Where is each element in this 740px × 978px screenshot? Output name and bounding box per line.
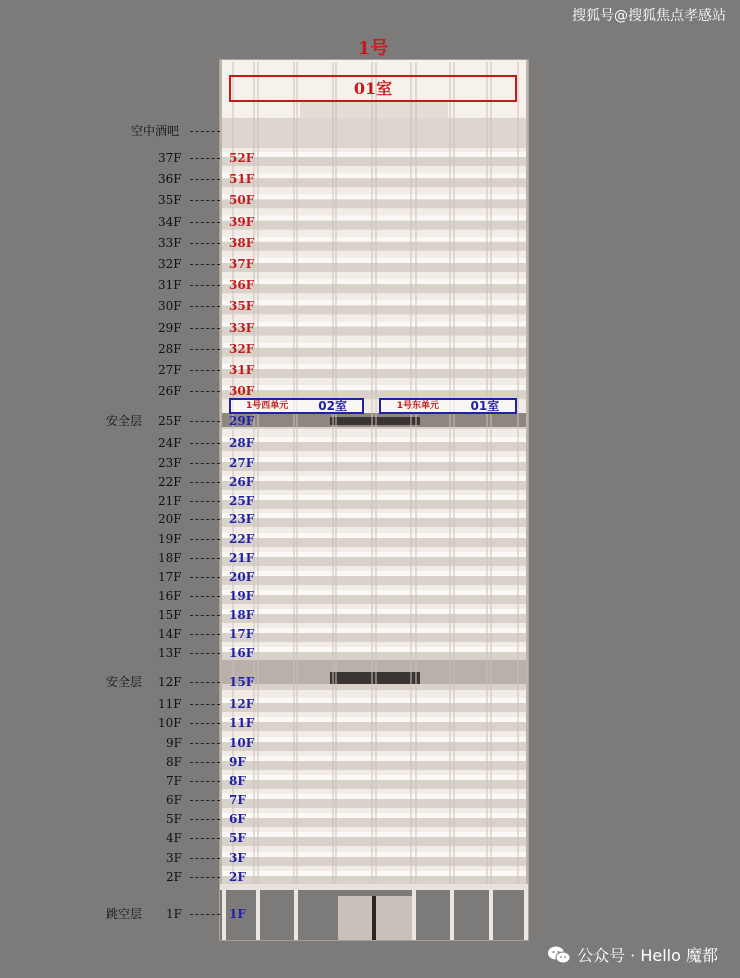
lower-floor-dash (190, 519, 220, 520)
lower-floor-dash (190, 577, 220, 578)
upper-floor-label: 31F (158, 278, 182, 293)
lower-unit-floor-label: 8F (229, 774, 246, 788)
floor-glass (222, 518, 526, 527)
floor-glass (222, 481, 526, 490)
floor-glass (222, 462, 526, 471)
floor-slab (222, 590, 526, 595)
special-level-prefix: 安全层 (106, 414, 143, 428)
lower-unit-floor-label: 5F (229, 831, 246, 845)
upper-floor-dash (190, 328, 220, 329)
floor-glass (222, 818, 526, 827)
lower-floor-dash (190, 501, 220, 502)
floor-glass (222, 652, 526, 661)
upper-floor-label: 28F (158, 341, 182, 356)
lower-floor-dash (190, 858, 220, 859)
lower-floor-dash (190, 838, 220, 839)
floor-glass (222, 500, 526, 509)
lower-unit-floor-label: 18F (229, 608, 255, 622)
entrance-door (372, 896, 376, 940)
lower-floor-label: 4F (166, 831, 182, 845)
lower-floor-label: 7F (166, 774, 182, 788)
floor-glass (222, 199, 526, 208)
lower-floor-dash (190, 800, 220, 801)
lower-unit-floor-label: 26F (229, 475, 255, 489)
floor-slab (222, 794, 526, 799)
lower-unit-floor-label: 28F (229, 436, 255, 450)
lower-floor-dash (190, 743, 220, 744)
lower-floor-dash (190, 653, 220, 654)
lower-unit-floor-label: 21F (229, 551, 255, 565)
floor-slab (222, 216, 526, 221)
floor-slab (222, 457, 526, 462)
upper-unit-floor-label: 38F (229, 235, 255, 250)
lower-floor-label: 11F (158, 697, 182, 711)
ground-column (412, 890, 416, 940)
special-level-prefix: 安全层 (106, 675, 143, 689)
floor-slab (222, 476, 526, 481)
lower-unit-floor-label: 12F (229, 697, 255, 711)
upper-floor-label: 37F (158, 151, 182, 165)
lower-floor-label: 25F (158, 414, 182, 428)
floor-glass (222, 327, 526, 336)
lower-floor-label: 9F (166, 736, 182, 750)
upper-unit-floor-label: 35F (229, 299, 255, 314)
ground-column (524, 890, 528, 940)
ground-column (256, 890, 260, 940)
lower-unit-floor-label: 27F (229, 456, 255, 470)
upper-unit-floor-label: 50F (229, 193, 255, 208)
lower-floor-label: 14F (158, 627, 182, 641)
floor-slab (222, 571, 526, 576)
lower-floor-label: 12F (158, 675, 182, 689)
unit-box-east-name: 1号东单元 (396, 401, 440, 411)
floor-slab (222, 300, 526, 305)
lower-floor-dash (190, 482, 220, 483)
lower-floor-dash (190, 682, 220, 683)
floor-slab (222, 364, 526, 369)
watermark-top: 搜狐号@搜狐焦点孝感站 (572, 8, 726, 24)
floor-slab (222, 832, 526, 837)
floor-glass (222, 557, 526, 566)
lower-unit-floor-label: 15F (229, 675, 255, 689)
skybar-dash (190, 131, 220, 132)
floor-glass (222, 595, 526, 604)
upper-floor-dash (190, 222, 220, 223)
lower-floor-dash (190, 615, 220, 616)
floor-slab (222, 775, 526, 780)
lower-unit-floor-label: 2F (229, 870, 246, 884)
lower-floor-dash (190, 914, 220, 915)
upper-floor-label: 30F (158, 299, 182, 314)
floor-slab (222, 495, 526, 500)
upper-unit-floor-label: 39F (229, 214, 255, 229)
skybar-band (220, 118, 528, 148)
upper-unit-floor-label: 51F (229, 172, 255, 187)
lower-floor-label: 19F (158, 532, 182, 546)
lower-floor-label: 13F (158, 646, 182, 660)
floor-slab (222, 628, 526, 633)
lower-floor-dash (190, 443, 220, 444)
floor-slab (222, 871, 526, 876)
lower-unit-floor-label: 16F (229, 646, 255, 660)
upper-floor-dash (190, 264, 220, 265)
lower-floor-label: 20F (158, 512, 182, 526)
floor-glass (222, 614, 526, 623)
lower-floor-label: 17F (158, 570, 182, 584)
upper-floor-dash (190, 200, 220, 201)
floor-glass (222, 837, 526, 846)
refuge-shadow-25f (330, 417, 420, 425)
lower-floor-dash (190, 819, 220, 820)
lower-unit-floor-label: 11F (229, 716, 255, 730)
floor-slab (222, 173, 526, 178)
floor-glass (222, 178, 526, 187)
floor-glass (222, 761, 526, 770)
upper-unit-floor-label: 33F (229, 320, 255, 335)
lower-unit-floor-label: 7F (229, 793, 246, 807)
upper-floor-label: 34F (158, 214, 182, 229)
floor-glass (222, 442, 526, 451)
lower-floor-dash (190, 704, 220, 705)
upper-unit-floor-label: 37F (229, 257, 255, 271)
lower-unit-floor-label: 9F (229, 755, 246, 769)
floor-slab (222, 385, 526, 390)
top-room-label: 01室 (353, 79, 393, 98)
ground-column (450, 890, 454, 940)
watermark-bottom (547, 943, 718, 966)
lower-floor-dash (190, 877, 220, 878)
lower-floor-label: 10F (158, 716, 182, 730)
lower-floor-label: 1F (166, 907, 182, 921)
floor-slab (222, 437, 526, 442)
special-level-prefix: 跳空层 (106, 907, 143, 921)
watermark-bottom-text: 公众号 · Hello 魔都 (577, 946, 718, 965)
ground-column (222, 890, 226, 940)
floor-slab (222, 237, 526, 242)
lower-floor-dash (190, 463, 220, 464)
upper-floor-dash (190, 243, 220, 244)
upper-floor-label: 35F (158, 193, 182, 208)
lower-floor-dash (190, 421, 220, 422)
floor-glass (222, 633, 526, 642)
unit-box-west (229, 398, 364, 414)
floor-slab (222, 852, 526, 857)
floor-glass (222, 742, 526, 751)
lower-unit-floor-label: 20F (229, 570, 255, 584)
floor-slab (222, 756, 526, 761)
lower-floor-label: 21F (158, 494, 182, 508)
floor-glass (222, 576, 526, 585)
lower-unit-floor-label: 29F (229, 414, 255, 428)
ground-column (489, 890, 493, 940)
floor-slab (222, 533, 526, 538)
floor-glass (222, 703, 526, 712)
floor-glass (222, 348, 526, 357)
floor-glass (222, 221, 526, 230)
upper-floor-dash (190, 370, 220, 371)
floor-slab (222, 698, 526, 703)
lower-floor-label: 24F (158, 436, 182, 450)
lower-floor-label: 22F (158, 475, 182, 489)
lower-floor-label: 6F (166, 793, 182, 807)
upper-floor-label: 29F (158, 320, 182, 335)
floor-slab (222, 322, 526, 327)
floor-glass (222, 369, 526, 378)
upper-unit-floor-label: 30F (229, 384, 255, 399)
floor-slab (222, 152, 526, 157)
floor-glass (222, 876, 526, 885)
building-title: 1号 (357, 38, 389, 59)
floor-glass (222, 305, 526, 314)
upper-floor-dash (190, 179, 220, 180)
upper-unit-floor-label: 32F (229, 341, 255, 356)
lower-floor-label: 18F (158, 551, 182, 565)
upper-unit-floor-label: 36F (229, 278, 255, 293)
skybar-label: 空中酒吧 (131, 124, 180, 138)
upper-floor-label: 26F (158, 384, 182, 399)
lower-floor-dash (190, 558, 220, 559)
lower-floor-label: 5F (166, 812, 182, 826)
lower-floor-dash (190, 596, 220, 597)
lower-unit-floor-label: 23F (229, 512, 255, 526)
lower-unit-floor-label: 25F (229, 494, 255, 508)
lower-floor-label: 15F (158, 608, 182, 622)
upper-unit-floor-label: 31F (229, 363, 255, 377)
floor-glass (222, 799, 526, 808)
lower-unit-floor-label: 10F (229, 736, 255, 750)
floor-slab (222, 737, 526, 742)
floor-glass (222, 157, 526, 166)
upper-floor-dash (190, 285, 220, 286)
floor-glass (222, 538, 526, 547)
unit-box-west-name: 1号西单元 (246, 401, 289, 411)
lower-floor-dash (190, 781, 220, 782)
floor-glass (222, 780, 526, 789)
floor-slab (222, 609, 526, 614)
lower-floor-label: 8F (166, 755, 182, 769)
unit-box-west-room: 02室 (318, 399, 347, 413)
lower-floor-label: 2F (166, 870, 182, 884)
floor-slab (222, 813, 526, 818)
lower-floor-dash (190, 762, 220, 763)
upper-floor-label: 32F (158, 257, 182, 271)
lower-unit-floor-label: 6F (229, 812, 246, 826)
floor-glass (222, 722, 526, 731)
lower-unit-floor-label: 19F (229, 589, 255, 603)
unit-box-east (379, 398, 517, 414)
upper-floor-dash (190, 306, 220, 307)
upper-floor-label: 36F (158, 172, 182, 187)
lower-unit-floor-label: 3F (229, 851, 246, 865)
floor-slab (222, 513, 526, 518)
floor-slab (222, 194, 526, 199)
wechat-icon (547, 945, 571, 965)
floor-glass (222, 242, 526, 251)
floor-glass (222, 284, 526, 293)
ground-column (294, 890, 298, 940)
floor-slab (222, 258, 526, 263)
floor-slab (222, 279, 526, 284)
crown-notch (300, 100, 448, 120)
lower-floor-dash (190, 539, 220, 540)
lower-unit-floor-label: 17F (229, 627, 255, 641)
lower-floor-label: 3F (166, 851, 182, 865)
upper-floor-dash (190, 158, 220, 159)
floor-slab (222, 717, 526, 722)
lower-unit-floor-label: 22F (229, 532, 255, 546)
lower-floor-label: 16F (158, 589, 182, 603)
unit-box-east-room: 01室 (470, 399, 500, 413)
upper-floor-dash (190, 391, 220, 392)
floor-slab (222, 647, 526, 652)
lower-floor-dash (190, 723, 220, 724)
floor-slab (222, 552, 526, 557)
floor-glass (222, 263, 526, 272)
lower-floor-dash (190, 634, 220, 635)
refuge-shadow-12f (330, 672, 420, 684)
upper-floor-label: 33F (158, 235, 182, 250)
upper-unit-floor-label: 52F (229, 151, 255, 165)
top-room-box (229, 75, 517, 102)
ground-canopy (220, 884, 528, 890)
upper-floor-label: 27F (158, 363, 182, 377)
upper-floor-dash (190, 349, 220, 350)
lower-floor-label: 23F (158, 456, 182, 470)
floor-slab (222, 343, 526, 348)
lower-unit-floor-label: 1F (229, 907, 246, 921)
floor-glass (222, 857, 526, 866)
